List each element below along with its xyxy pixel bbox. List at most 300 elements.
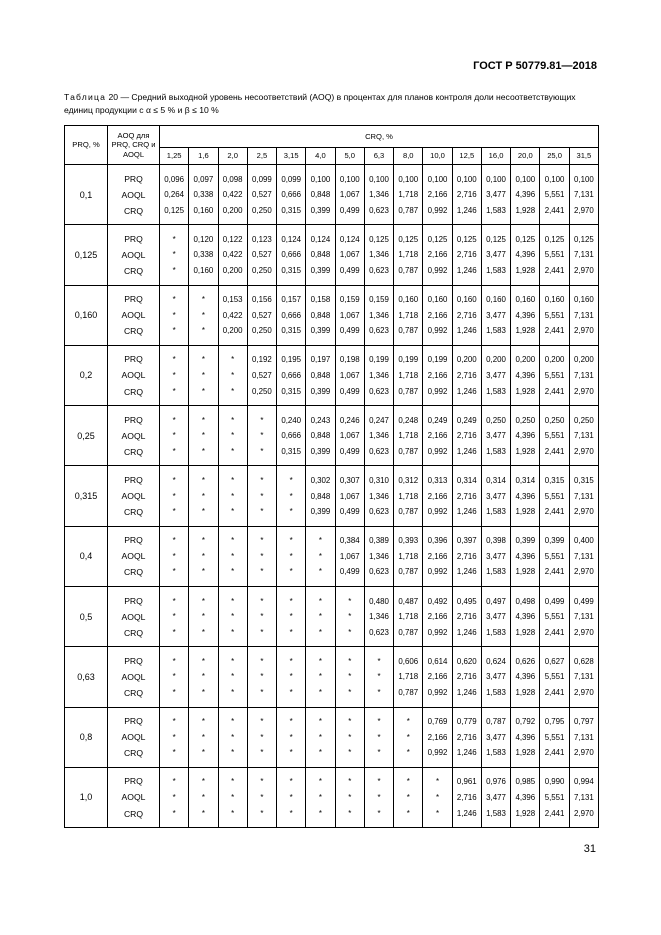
table-cell: * <box>160 386 189 406</box>
table-row <box>65 607 599 627</box>
table-cell: * <box>335 747 364 767</box>
table-cell: 0,527 <box>247 305 276 325</box>
table-cell: * <box>423 787 452 807</box>
table-cell: 0,160 <box>423 285 452 305</box>
table-row <box>65 707 599 727</box>
table-cell: 2,970 <box>569 446 598 466</box>
table-cell: 4,396 <box>511 245 540 265</box>
table-cell: 1,583 <box>481 446 510 466</box>
table-cell: 2,716 <box>452 486 481 506</box>
table-cell: 0,398 <box>481 526 510 546</box>
table-cell: 0,099 <box>247 165 276 185</box>
prq-group-value: 0,160 <box>65 285 108 345</box>
table-cell: * <box>335 687 364 707</box>
table-cell: * <box>335 627 364 647</box>
table-row <box>65 205 599 225</box>
table-cell: 1,067 <box>335 426 364 446</box>
table-cell: 0,158 <box>306 285 335 305</box>
table-cell: 0,787 <box>394 446 423 466</box>
table-cell: * <box>218 386 247 406</box>
table-cell: * <box>277 727 306 747</box>
table-cell: 0,200 <box>218 265 247 285</box>
table-cell: * <box>306 566 335 586</box>
table-cell: 1,928 <box>511 265 540 285</box>
table-cell: * <box>247 707 276 727</box>
table-cell: 1,067 <box>335 486 364 506</box>
table-cell: 0,623 <box>364 265 393 285</box>
table-cell: 4,396 <box>511 546 540 566</box>
table-cell: 1,928 <box>511 446 540 466</box>
col-header-aoq: AOQ для PRQ, CRQ и AOQL <box>108 126 160 165</box>
table-cell: * <box>160 225 189 245</box>
table-row <box>65 446 599 466</box>
table-cell: * <box>247 586 276 606</box>
table-row <box>65 185 599 205</box>
table-cell: * <box>189 546 218 566</box>
table-cell: 0,422 <box>218 185 247 205</box>
table-cell: 2,716 <box>452 426 481 446</box>
table-cell: 0,992 <box>423 506 452 526</box>
table-cell: * <box>247 406 276 426</box>
prq-group-value: 0,4 <box>65 526 108 586</box>
table-cell: * <box>247 767 276 787</box>
prq-group-value: 0,315 <box>65 466 108 526</box>
table-cell: * <box>218 406 247 426</box>
table-cell: 0,153 <box>218 285 247 305</box>
table-cell: 0,497 <box>481 586 510 606</box>
table-cell: 5,551 <box>540 607 569 627</box>
table-cell: 0,976 <box>481 767 510 787</box>
table-cell: * <box>306 607 335 627</box>
table-cell: 4,396 <box>511 667 540 687</box>
table-cell: 1,067 <box>335 365 364 385</box>
table-cell: 1,246 <box>452 205 481 225</box>
table-cell: 3,477 <box>481 185 510 205</box>
table-cell: 0,100 <box>511 165 540 185</box>
table-cell: 0,160 <box>452 285 481 305</box>
table-row <box>65 687 599 707</box>
table-row <box>65 225 599 245</box>
table-cell: * <box>218 526 247 546</box>
standard-header: ГОСТ Р 50779.81—2018 <box>473 60 597 72</box>
table-cell: 1,246 <box>452 687 481 707</box>
table-cell: 0,125 <box>540 225 569 245</box>
table-cell: * <box>189 386 218 406</box>
row-parameter-name: PRQ <box>108 466 160 486</box>
table-cell: * <box>189 305 218 325</box>
table-cell: * <box>335 808 364 828</box>
table-cell: 0,125 <box>569 225 598 245</box>
table-cell: * <box>160 566 189 586</box>
table-cell: 0,124 <box>277 225 306 245</box>
table-cell: 2,716 <box>452 185 481 205</box>
table-cell: 0,200 <box>218 325 247 345</box>
row-parameter-name: PRQ <box>108 586 160 606</box>
table-cell: 0,626 <box>511 647 540 667</box>
table-cell: 0,393 <box>394 526 423 546</box>
table-cell: 1,718 <box>394 486 423 506</box>
table-cell: 0,125 <box>481 225 510 245</box>
table-cell: 2,166 <box>423 486 452 506</box>
table-cell: * <box>394 707 423 727</box>
table-cell: 2,970 <box>569 506 598 526</box>
table-cell: 1,928 <box>511 808 540 828</box>
table-cell: 0,243 <box>306 406 335 426</box>
table-cell: * <box>189 345 218 365</box>
table-cell: * <box>277 607 306 627</box>
table-cell: 7,131 <box>569 667 598 687</box>
table-cell: 0,313 <box>423 466 452 486</box>
table-cell: 0,848 <box>306 185 335 205</box>
table-cell: * <box>306 586 335 606</box>
table-cell: 0,314 <box>481 466 510 486</box>
table-cell: 2,441 <box>540 506 569 526</box>
table-cell: 0,396 <box>423 526 452 546</box>
table-cell: * <box>160 325 189 345</box>
table-cell: * <box>277 707 306 727</box>
table-cell: 3,477 <box>481 486 510 506</box>
table-cell: 0,666 <box>277 365 306 385</box>
table-cell: 2,716 <box>452 607 481 627</box>
aoq-table <box>64 125 599 828</box>
table-cell: 0,499 <box>335 265 364 285</box>
table-cell: 3,477 <box>481 305 510 325</box>
table-cell: * <box>394 727 423 747</box>
table-row <box>65 727 599 747</box>
table-row <box>65 265 599 285</box>
table-cell: 0,961 <box>452 767 481 787</box>
table-cell: 0,100 <box>540 165 569 185</box>
table-cell: 0,848 <box>306 426 335 446</box>
table-cell: 1,928 <box>511 687 540 707</box>
table-cell: 5,551 <box>540 185 569 205</box>
table-row <box>65 285 599 305</box>
table-cell: * <box>247 647 276 667</box>
table-cell: 5,551 <box>540 787 569 807</box>
table-cell: * <box>335 607 364 627</box>
table-cell: * <box>306 727 335 747</box>
table-cell: * <box>160 687 189 707</box>
table-cell: 2,716 <box>452 787 481 807</box>
table-row <box>65 386 599 406</box>
table-cell: 2,166 <box>423 607 452 627</box>
table-row <box>65 747 599 767</box>
table-cell: * <box>189 727 218 747</box>
table-cell: 0,097 <box>189 165 218 185</box>
table-cell: 0,159 <box>335 285 364 305</box>
table-cell: 0,499 <box>335 446 364 466</box>
table-cell: * <box>189 325 218 345</box>
table-cell: 0,666 <box>277 305 306 325</box>
table-cell: 5,551 <box>540 245 569 265</box>
table-cell: 0,125 <box>364 225 393 245</box>
table-cell: * <box>277 767 306 787</box>
table-cell: 3,477 <box>481 546 510 566</box>
table-cell: 0,992 <box>423 446 452 466</box>
table-cell: 0,125 <box>160 205 189 225</box>
table-cell: 0,422 <box>218 245 247 265</box>
table-cell: 5,551 <box>540 546 569 566</box>
table-cell: 0,100 <box>335 165 364 185</box>
table-cell: 0,992 <box>423 627 452 647</box>
table-cell: * <box>394 767 423 787</box>
crq-value-header: 25,0 <box>540 148 569 165</box>
table-cell: 5,551 <box>540 305 569 325</box>
table-cell: 0,338 <box>189 185 218 205</box>
table-cell: 1,718 <box>394 185 423 205</box>
table-cell: 0,314 <box>452 466 481 486</box>
table-cell: * <box>160 345 189 365</box>
table-cell: 2,166 <box>423 365 452 385</box>
table-cell: 0,499 <box>335 566 364 586</box>
table-cell: 1,928 <box>511 506 540 526</box>
table-cell: 0,200 <box>218 205 247 225</box>
table-cell: 0,848 <box>306 486 335 506</box>
table-cell: 0,160 <box>189 205 218 225</box>
table-cell: 1,718 <box>394 426 423 446</box>
table-cell: 5,551 <box>540 486 569 506</box>
table-cell: 0,787 <box>394 205 423 225</box>
row-parameter-name: PRQ <box>108 647 160 667</box>
table-cell: * <box>189 426 218 446</box>
table-cell: 0,315 <box>540 466 569 486</box>
crq-value-header: 2,0 <box>218 148 247 165</box>
table-cell: 0,400 <box>569 526 598 546</box>
table-cell: * <box>189 667 218 687</box>
row-parameter-name: AOQL <box>108 365 160 385</box>
table-cell: * <box>218 607 247 627</box>
table-cell: 0,250 <box>247 325 276 345</box>
table-cell: 7,131 <box>569 486 598 506</box>
table-cell: 0,614 <box>423 647 452 667</box>
table-cell: * <box>218 486 247 506</box>
table-cell: 1,928 <box>511 566 540 586</box>
crq-value-header: 12,5 <box>452 148 481 165</box>
table-cell: 1,718 <box>394 607 423 627</box>
table-cell: 1,718 <box>394 245 423 265</box>
crq-value-header: 31,5 <box>569 148 598 165</box>
table-cell: 1,346 <box>364 305 393 325</box>
table-cell: * <box>277 546 306 566</box>
table-cell: * <box>160 486 189 506</box>
table-cell: * <box>218 667 247 687</box>
table-cell: 0,123 <box>247 225 276 245</box>
prq-group-value: 0,8 <box>65 707 108 767</box>
table-cell: * <box>189 707 218 727</box>
table-cell: * <box>218 546 247 566</box>
table-cell: * <box>189 627 218 647</box>
table-cell: 0,199 <box>364 345 393 365</box>
table-cell: 4,396 <box>511 607 540 627</box>
col-header-prq: PRQ, % <box>65 126 108 165</box>
table-cell: * <box>394 747 423 767</box>
table-cell: * <box>247 727 276 747</box>
table-cell: 0,100 <box>306 165 335 185</box>
table-cell: 2,716 <box>452 245 481 265</box>
table-cell: 0,250 <box>247 386 276 406</box>
table-cell: 2,970 <box>569 386 598 406</box>
table-caption <box>64 91 604 116</box>
table-cell: * <box>189 607 218 627</box>
table-cell: * <box>247 526 276 546</box>
table-cell: * <box>160 727 189 747</box>
table-cell: * <box>189 767 218 787</box>
table-cell: * <box>218 627 247 647</box>
table-cell: 0,399 <box>540 526 569 546</box>
table-cell: * <box>247 446 276 466</box>
row-parameter-name: AOQL <box>108 727 160 747</box>
row-parameter-name: PRQ <box>108 767 160 787</box>
table-cell: * <box>277 747 306 767</box>
table-cell: 1,346 <box>364 185 393 205</box>
table-cell: 3,477 <box>481 667 510 687</box>
table-cell: 0,250 <box>511 406 540 426</box>
table-cell: 0,264 <box>160 185 189 205</box>
table-cell: 0,623 <box>364 205 393 225</box>
table-cell: 0,990 <box>540 767 569 787</box>
row-parameter-name: CRQ <box>108 506 160 526</box>
table-cell: 0,315 <box>569 466 598 486</box>
table-cell: 0,992 <box>423 386 452 406</box>
table-cell: * <box>364 647 393 667</box>
table-cell: 2,166 <box>423 305 452 325</box>
table-cell: 4,396 <box>511 305 540 325</box>
table-cell: * <box>364 767 393 787</box>
table-cell: 2,166 <box>423 667 452 687</box>
table-cell: * <box>189 566 218 586</box>
table-cell: * <box>160 808 189 828</box>
prq-group-value: 0,25 <box>65 406 108 466</box>
table-cell: 0,666 <box>277 245 306 265</box>
table-cell: 1,246 <box>452 808 481 828</box>
table-cell: * <box>335 727 364 747</box>
table-cell: 0,623 <box>364 386 393 406</box>
table-cell: 2,716 <box>452 305 481 325</box>
table-cell: 7,131 <box>569 787 598 807</box>
table-row <box>65 767 599 787</box>
table-cell: 0,399 <box>306 386 335 406</box>
table-cell: 0,200 <box>481 345 510 365</box>
table-cell: 5,551 <box>540 365 569 385</box>
table-cell: 1,067 <box>335 185 364 205</box>
table-cell: * <box>364 727 393 747</box>
table-cell: * <box>423 767 452 787</box>
table-cell: 3,477 <box>481 787 510 807</box>
table-cell: 1,928 <box>511 627 540 647</box>
table-cell: 0,769 <box>423 707 452 727</box>
table-cell: 0,156 <box>247 285 276 305</box>
table-cell: 1,928 <box>511 325 540 345</box>
table-cell: * <box>160 546 189 566</box>
table-cell: 0,315 <box>277 205 306 225</box>
table-cell: 1,928 <box>511 386 540 406</box>
row-parameter-name: CRQ <box>108 325 160 345</box>
table-row <box>65 406 599 426</box>
table-cell: * <box>218 566 247 586</box>
table-cell: 0,792 <box>511 707 540 727</box>
table-cell: 0,160 <box>569 285 598 305</box>
table-cell: * <box>277 808 306 828</box>
table-cell: 1,928 <box>511 747 540 767</box>
table-cell: * <box>306 747 335 767</box>
row-parameter-name: CRQ <box>108 386 160 406</box>
table-cell: 0,992 <box>423 747 452 767</box>
table-cell: 0,620 <box>452 647 481 667</box>
table-cell: * <box>218 345 247 365</box>
table-cell: * <box>335 707 364 727</box>
table-cell: * <box>218 647 247 667</box>
table-cell: 0,399 <box>306 325 335 345</box>
crq-value-header: 10,0 <box>423 148 452 165</box>
prq-group-value: 1,0 <box>65 767 108 827</box>
prq-group-value: 0,125 <box>65 225 108 285</box>
table-cell: * <box>218 747 247 767</box>
table-cell: * <box>394 787 423 807</box>
prq-group-value: 0,2 <box>65 345 108 405</box>
table-cell: 0,099 <box>277 165 306 185</box>
table-cell: 0,779 <box>452 707 481 727</box>
table-cell: 0,250 <box>569 406 598 426</box>
table-cell: 0,100 <box>452 165 481 185</box>
table-cell: * <box>189 486 218 506</box>
table-cell: 0,787 <box>394 325 423 345</box>
table-cell: 0,310 <box>364 466 393 486</box>
table-cell: 2,166 <box>423 546 452 566</box>
table-cell: * <box>160 767 189 787</box>
crq-value-header: 6,3 <box>364 148 393 165</box>
crq-value-header: 20,0 <box>511 148 540 165</box>
table-cell: 0,499 <box>335 205 364 225</box>
table-cell: * <box>247 426 276 446</box>
table-cell: 0,125 <box>423 225 452 245</box>
table-cell: 0,100 <box>481 165 510 185</box>
table-cell: 1,246 <box>452 506 481 526</box>
table-cell: 0,315 <box>277 446 306 466</box>
table-cell: * <box>277 466 306 486</box>
table-cell: 1,246 <box>452 265 481 285</box>
table-cell: 4,396 <box>511 486 540 506</box>
table-cell: * <box>218 687 247 707</box>
table-cell: * <box>306 787 335 807</box>
table-cell: * <box>189 406 218 426</box>
table-cell: 0,250 <box>247 265 276 285</box>
table-cell: * <box>364 687 393 707</box>
table-cell: 1,346 <box>364 546 393 566</box>
table-cell: 4,396 <box>511 185 540 205</box>
table-cell: 7,131 <box>569 305 598 325</box>
table-cell: * <box>160 305 189 325</box>
table-cell: * <box>218 707 247 727</box>
table-cell: 0,606 <box>394 647 423 667</box>
table-cell: * <box>160 265 189 285</box>
table-cell: 0,250 <box>540 406 569 426</box>
table-cell: 2,970 <box>569 265 598 285</box>
row-parameter-name: CRQ <box>108 205 160 225</box>
table-cell: 0,499 <box>335 506 364 526</box>
table-cell: * <box>335 586 364 606</box>
table-cell: 2,441 <box>540 747 569 767</box>
table-cell: 2,716 <box>452 667 481 687</box>
prq-group-value: 0,63 <box>65 647 108 707</box>
table-cell: 0,499 <box>335 325 364 345</box>
table-row <box>65 345 599 365</box>
table-cell: 0,492 <box>423 586 452 606</box>
table-cell: 0,499 <box>569 586 598 606</box>
table-cell: 0,994 <box>569 767 598 787</box>
table-cell: 2,441 <box>540 265 569 285</box>
row-parameter-name: CRQ <box>108 627 160 647</box>
table-cell: * <box>160 647 189 667</box>
